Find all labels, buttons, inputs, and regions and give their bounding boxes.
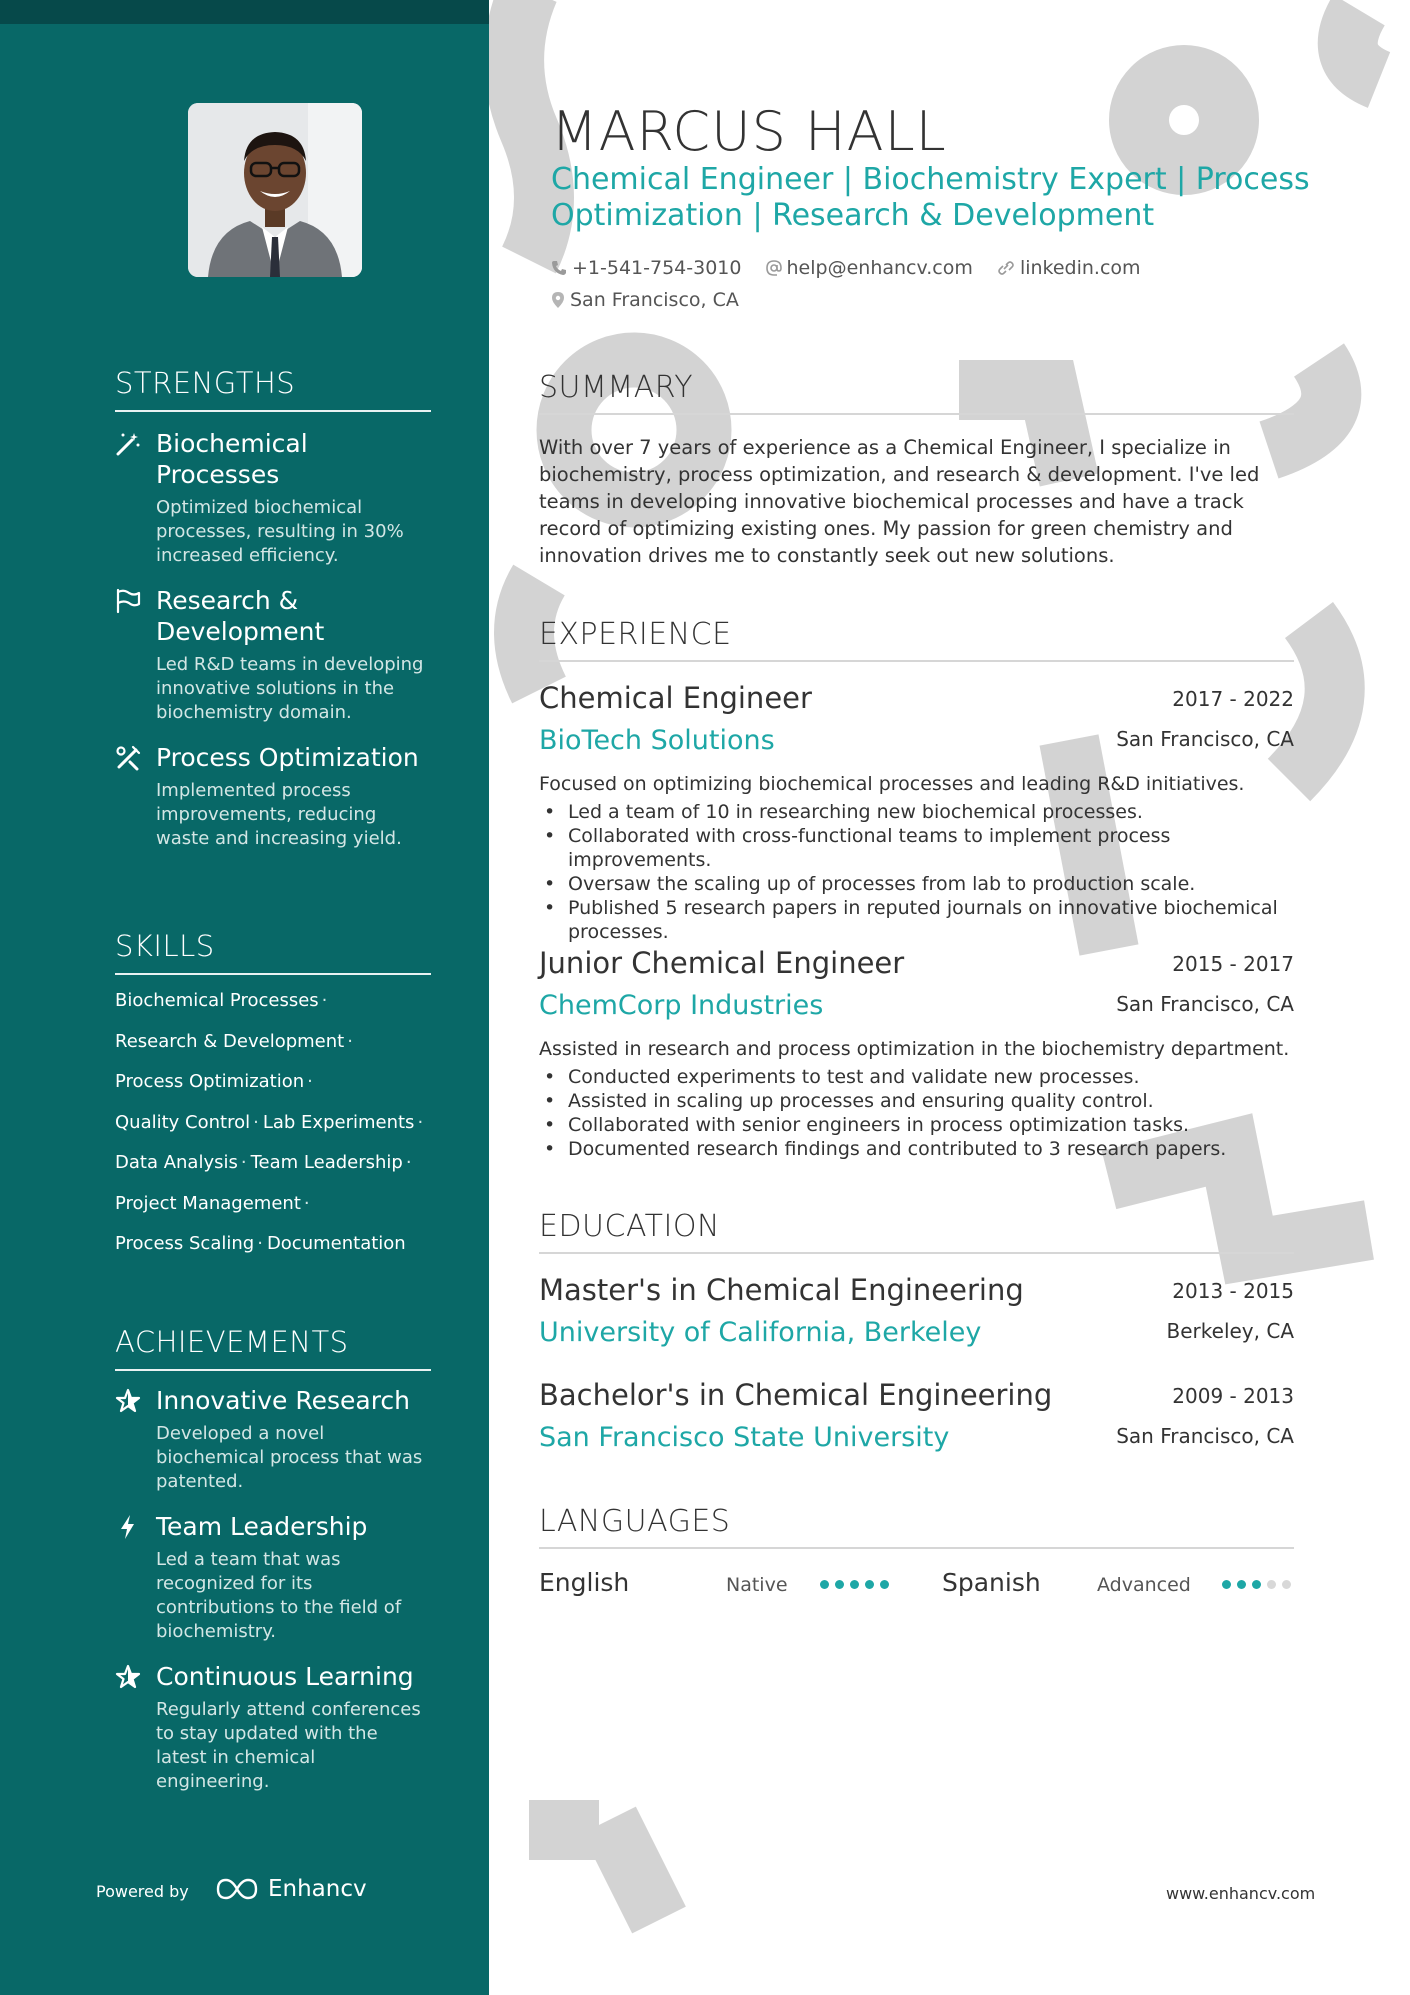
- candidate-name: MARCUS HALL: [551, 100, 947, 163]
- experience-heading: EXPERIENCE: [539, 617, 1294, 662]
- skill-tag: Project Management: [115, 1192, 301, 1214]
- strength-item: [115, 585, 431, 725]
- rating-dot: [835, 1580, 844, 1589]
- achievement-item: [115, 1511, 431, 1644]
- enhancv-brand-text: Enhancv: [268, 1876, 367, 1902]
- job-bullet: • Published 5 research papers in reputed journals on innovative biochemical processes.: [539, 896, 1299, 944]
- enhancv-logo-icon: [214, 1877, 260, 1901]
- achievement-item: [115, 1385, 431, 1494]
- star-icon: [115, 1388, 141, 1414]
- skill-tag: Quality Control: [115, 1111, 251, 1133]
- skill-tag: Lab Experiments: [262, 1111, 415, 1133]
- strength-item: [115, 428, 431, 568]
- strength-title: Process Optimization: [156, 743, 419, 772]
- headline: Chemical Engineer | Biochemistry Expert | Process Optimization | Research & Development: [551, 162, 1310, 233]
- main-content: [489, 0, 1410, 1995]
- education-school-row: [539, 1317, 1294, 1351]
- job-description: Focused on optimizing biochemical processes and leading R&D initiatives.: [539, 773, 1245, 795]
- language-rating: [1222, 1580, 1291, 1589]
- achievement-item: [115, 1661, 431, 1794]
- star-icon: [115, 1664, 141, 1690]
- rating-dot: [1267, 1580, 1276, 1589]
- job-title: Junior Chemical Engineer: [539, 946, 905, 980]
- languages-row: [539, 1568, 1294, 1602]
- achievement-desc: Led a team that was recognized for its contributions to the field of biochemistry.: [156, 1549, 402, 1642]
- job-dates: 2015 - 2017: [1172, 952, 1294, 976]
- enhancv-logo[interactable]: [214, 1876, 367, 1902]
- lightning-icon: [115, 1514, 141, 1540]
- rating-dot: [1282, 1580, 1291, 1589]
- job-bullet: • Led a team of 10 in researching new biochemical processes.: [539, 800, 1299, 824]
- achievement-title: Innovative Research: [156, 1386, 411, 1415]
- school-name: San Francisco State University: [539, 1422, 950, 1453]
- education-heading: EDUCATION: [539, 1209, 1294, 1254]
- skills-heading: SKILLS: [115, 929, 431, 975]
- sidebar: [0, 0, 489, 1995]
- language-name: English: [539, 1568, 630, 1597]
- achievement-title: Team Leadership: [156, 1512, 368, 1541]
- strength-title: Biochemical Processes: [156, 429, 308, 489]
- skill-tag: Documentation: [266, 1233, 406, 1254]
- skill-tag: Biochemical Processes: [115, 990, 319, 1011]
- job-company-row: [539, 725, 1294, 759]
- education-dates: 2009 - 2013: [1172, 1384, 1294, 1408]
- job-bullets: [539, 1065, 1299, 1161]
- degree-title: Master's in Chemical Engineering: [539, 1273, 1024, 1307]
- achievements-heading: ACHIEVEMENTS: [115, 1325, 431, 1371]
- rating-dot: [1252, 1580, 1261, 1589]
- skills-section: [115, 929, 431, 1273]
- strength-desc: Optimized biochemical processes, resulting in 30% increased efficiency.: [156, 497, 404, 566]
- skills-list: [115, 989, 431, 1256]
- website-link[interactable]: www.enhancv.com: [1166, 1884, 1316, 1903]
- strength-desc: Implemented process improvements, reducing waste and increasing yield.: [156, 780, 402, 849]
- school-location: San Francisco, CA: [1116, 1424, 1294, 1448]
- education-header: [539, 1273, 1294, 1309]
- skill-tag: Research & Development: [115, 1030, 345, 1052]
- education-dates: 2013 - 2015: [1172, 1279, 1294, 1303]
- skill-tag: Process Optimization: [115, 1071, 305, 1092]
- skill-tag: Data Analysis: [115, 1152, 238, 1173]
- skill-line: Data Analysis · Team Leadership ·: [115, 1152, 412, 1173]
- job-bullet: • Collaborated with senior engineers in process optimization tasks.: [539, 1113, 1299, 1137]
- job-header: [539, 681, 1294, 717]
- language-name: Spanish: [942, 1568, 1041, 1597]
- job-bullet: • Oversaw the scaling up of processes from lab to production scale.: [539, 872, 1299, 896]
- at-icon: [766, 260, 782, 276]
- contact-email[interactable]: help@enhancv.com: [766, 253, 973, 283]
- strengths-heading: STRENGTHS: [115, 366, 431, 412]
- job-bullet: • Assisted in scaling up processes and ensuring quality control.: [539, 1089, 1299, 1113]
- link-icon: [997, 260, 1015, 276]
- language-level: Advanced: [1097, 1574, 1191, 1596]
- skill-tag: Process Scaling: [115, 1233, 255, 1254]
- job-title: Chemical Engineer: [539, 681, 812, 715]
- skill-line: Biochemical Processes ·: [115, 990, 328, 1011]
- strength-title: Research & Development: [156, 586, 325, 646]
- job-location: San Francisco, CA: [1116, 727, 1294, 751]
- skill-line: Research & Development ·: [115, 1030, 353, 1052]
- contact-location: San Francisco, CA: [551, 285, 739, 315]
- strength-item: [115, 742, 431, 851]
- strengths-section: [115, 366, 431, 851]
- job-bullet: • Documented research findings and contributed to 3 research papers.: [539, 1137, 1299, 1161]
- achievement-desc: Regularly attend conferences to stay updated with the latest in chemical engineering.: [156, 1699, 421, 1792]
- contact-info: [551, 253, 1251, 318]
- summary-text: With over 7 years of experience as a Chemical Engineer, I specialize in biochemistry, process optimization, and research & development. I've led teams in developing innovative biochemical processes and have a track record of optimizing existing ones. My passion for green chemistry and innovation drives me to constantly seek out new solutions.: [539, 436, 1260, 567]
- strength-desc: Led R&D teams in developing innovative solutions in the biochemistry domain.: [156, 654, 424, 723]
- powered-by-label: Powered by: [96, 1882, 189, 1901]
- education-school-row: [539, 1422, 1294, 1456]
- language-level: Native: [726, 1574, 788, 1596]
- job-bullet: • Conducted experiments to test and validate new processes.: [539, 1065, 1299, 1089]
- achievements-section: [115, 1325, 431, 1794]
- skill-line: Process Scaling · Documentation: [115, 1233, 406, 1254]
- skill-line: Quality Control · Lab Experiments ·: [115, 1111, 424, 1133]
- degree-title: Bachelor's in Chemical Engineering: [539, 1378, 1053, 1412]
- profile-photo: [188, 103, 362, 277]
- rating-dot: [880, 1580, 889, 1589]
- job-header: [539, 946, 1294, 982]
- skill-line: Project Management ·: [115, 1192, 310, 1214]
- skill-tag: Team Leadership: [250, 1152, 403, 1173]
- contact-phone[interactable]: +1-541-754-3010: [551, 253, 741, 283]
- sidebar-top-bar: [0, 0, 489, 24]
- school-name: University of California, Berkeley: [539, 1317, 982, 1348]
- school-location: Berkeley, CA: [1166, 1319, 1294, 1343]
- education-header: [539, 1378, 1294, 1414]
- job-company-row: [539, 990, 1294, 1024]
- flag-icon: [115, 588, 141, 614]
- rating-dot: [865, 1580, 874, 1589]
- language-rating: [820, 1580, 889, 1589]
- rating-dot: [1222, 1580, 1231, 1589]
- tools-icon: [115, 745, 141, 771]
- phone-icon: [551, 260, 567, 276]
- rating-dot: [850, 1580, 859, 1589]
- job-location: San Francisco, CA: [1116, 992, 1294, 1016]
- rating-dot: [820, 1580, 829, 1589]
- rating-dot: [1237, 1580, 1246, 1589]
- magic-wand-icon: [115, 431, 141, 457]
- job-company: ChemCorp Industries: [539, 990, 824, 1021]
- job-dates: 2017 - 2022: [1172, 687, 1294, 711]
- job-description: Assisted in research and process optimization in the biochemistry department.: [539, 1038, 1290, 1060]
- achievement-title: Continuous Learning: [156, 1662, 414, 1691]
- skill-line: Process Optimization ·: [115, 1071, 313, 1092]
- location-pin-icon: [551, 291, 565, 309]
- summary-heading: SUMMARY: [539, 370, 1294, 415]
- job-company: BioTech Solutions: [539, 725, 775, 756]
- achievement-desc: Developed a novel biochemical process that was patented.: [156, 1423, 423, 1492]
- job-bullet: • Collaborated with cross-functional teams to implement process improvements.: [539, 824, 1299, 872]
- job-bullets: [539, 800, 1299, 944]
- languages-heading: LANGUAGES: [539, 1504, 1294, 1549]
- contact-linkedin[interactable]: linkedin.com: [997, 253, 1141, 283]
